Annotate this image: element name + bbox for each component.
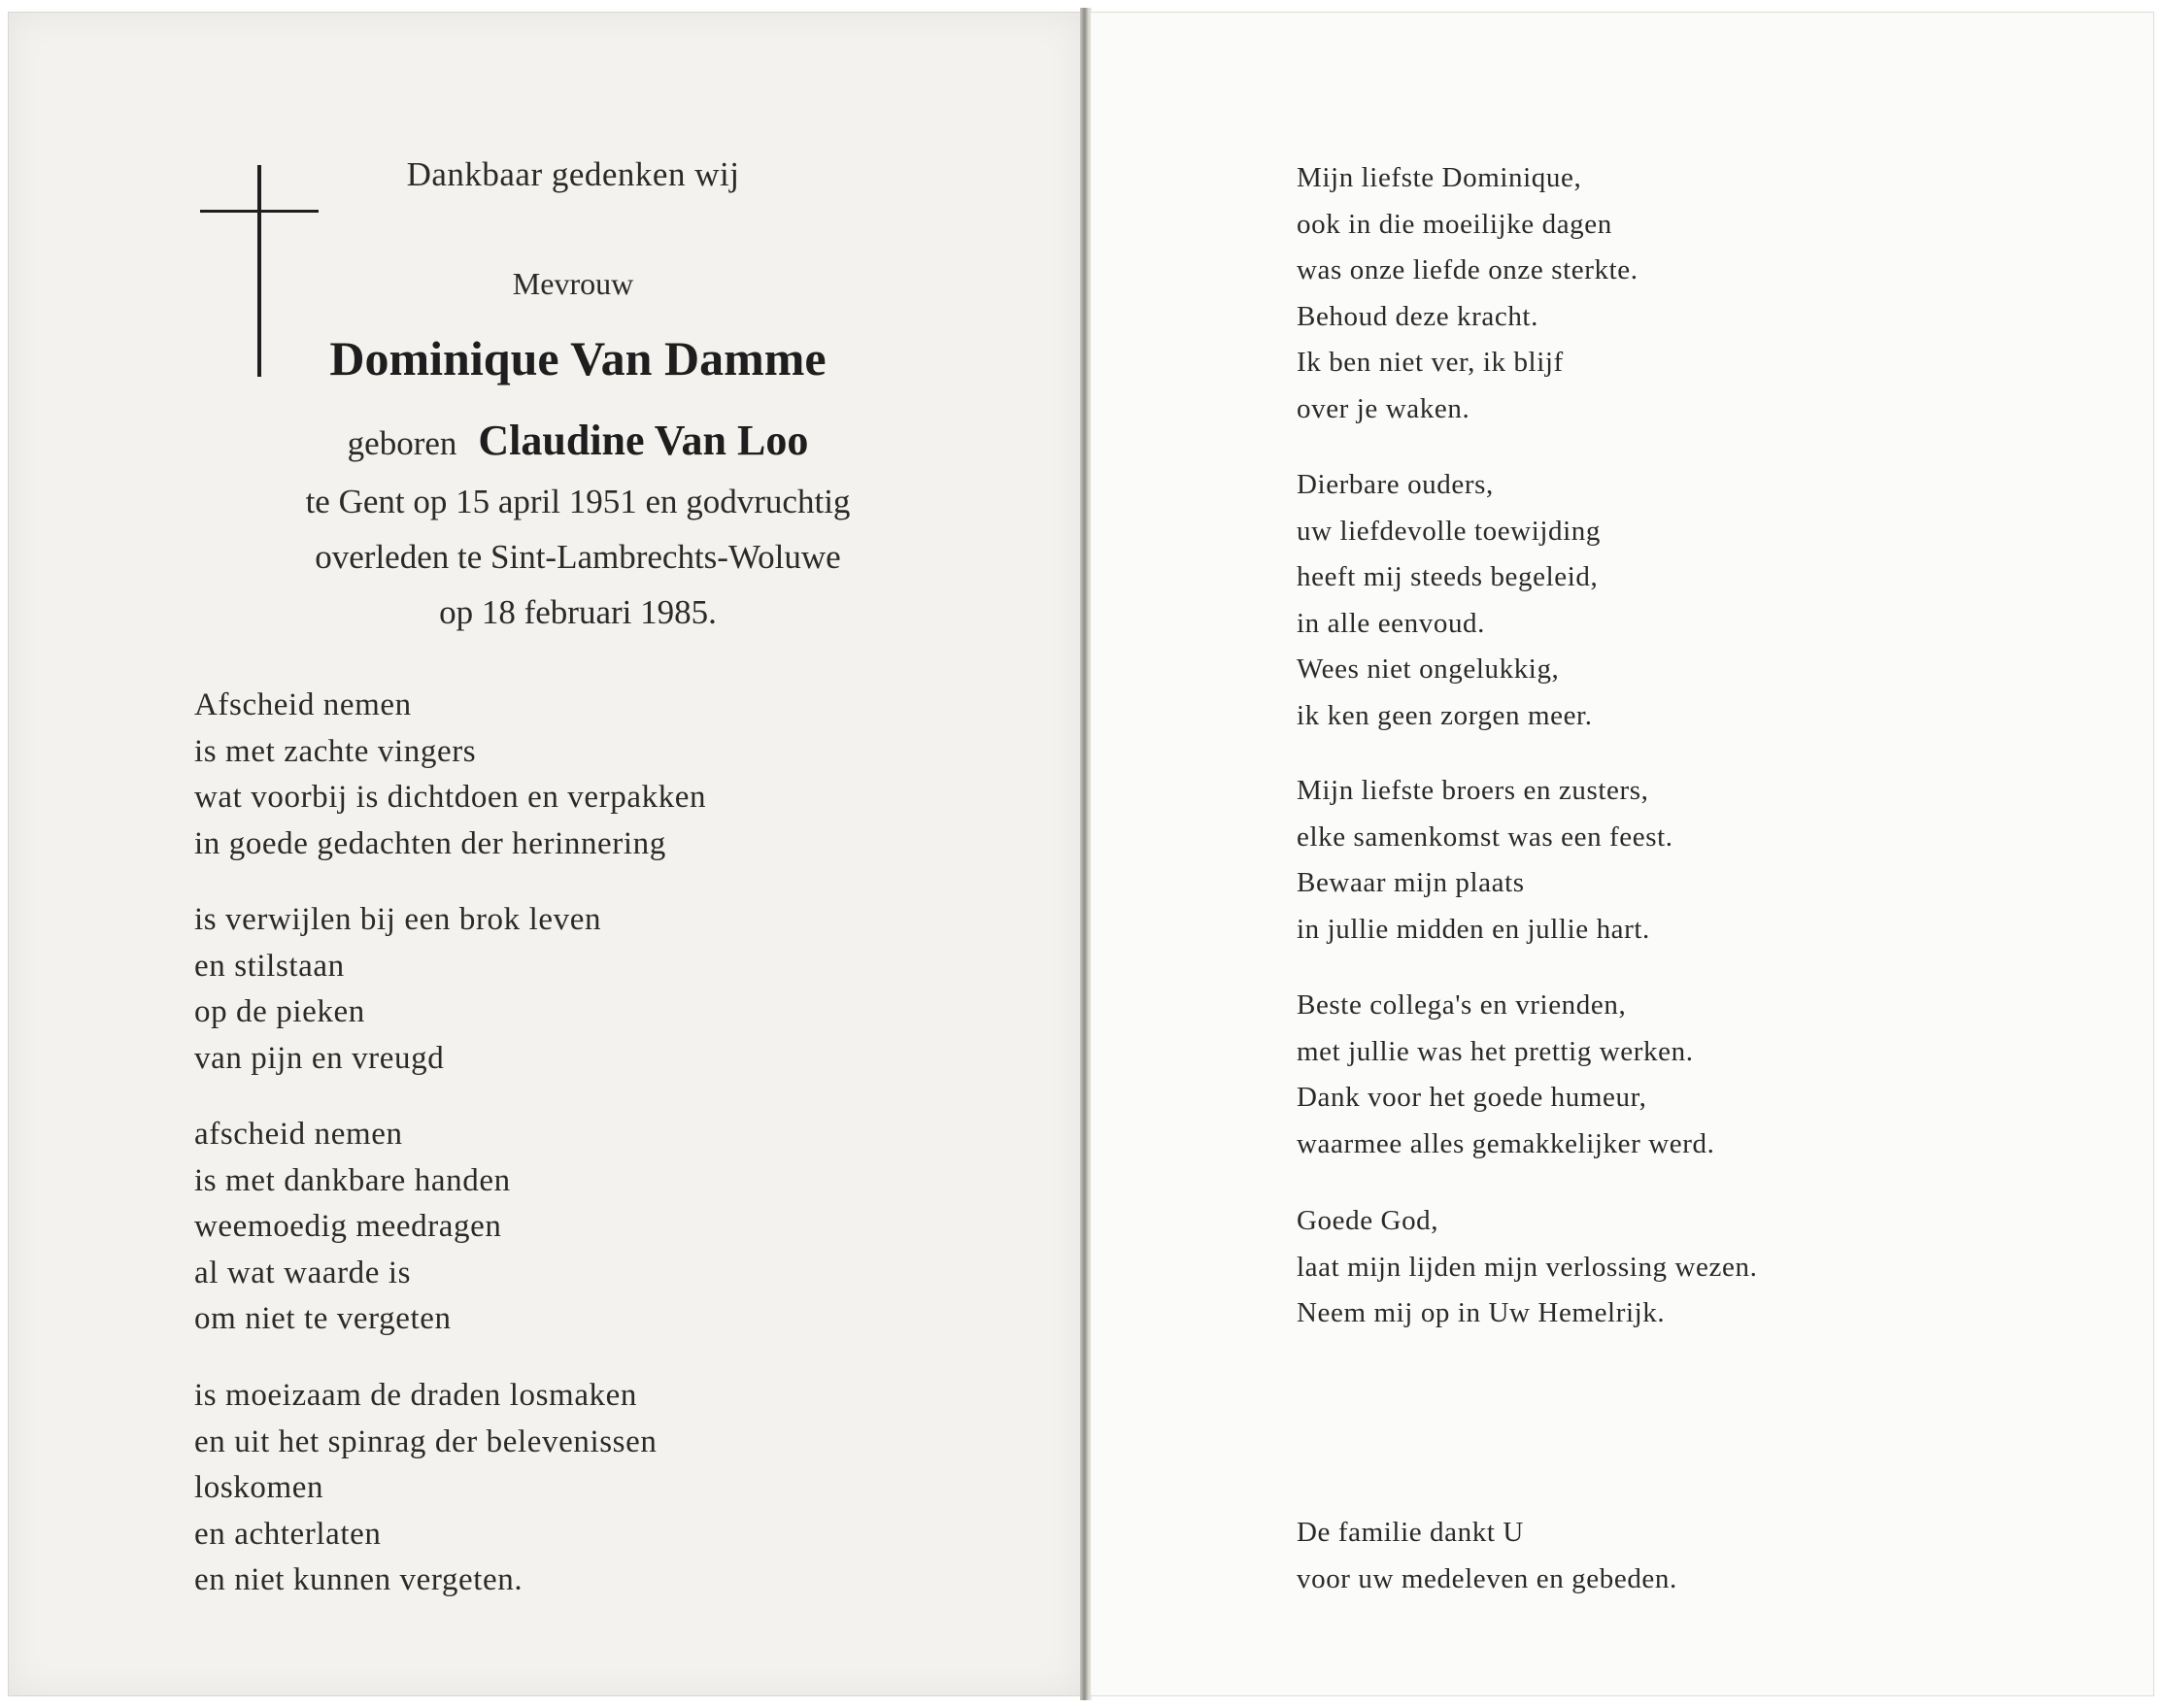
family-thanks <box>1297 1510 1677 1602</box>
deceased-name: Dominique Van Damme <box>329 331 827 385</box>
bio-line: op 18 februari 1985. <box>439 593 717 631</box>
poem-line: van pijn en vreugd <box>194 1040 445 1076</box>
born-prefix: geboren <box>347 424 457 462</box>
verse-line: Wees niet ongelukkig, <box>1297 653 1560 685</box>
verse-line: waarmee alles gemakkelijker werd. <box>1297 1127 1715 1159</box>
right-stanza-1 <box>1297 155 1638 432</box>
poem-stanza-1 <box>194 683 706 867</box>
intro-text: Dankbaar gedenken wij <box>406 155 740 193</box>
poem-line: is met dankbare handen <box>194 1162 511 1198</box>
poem-line: is moeizaam de draden losmaken <box>194 1378 638 1413</box>
verse-line: laat mijn lijden mijn verlossing wezen. <box>1297 1251 1758 1283</box>
honorific: Mevrouw <box>512 266 634 301</box>
verse-line: met jullie was het prettig werken. <box>1297 1035 1694 1067</box>
thanks-line: voor uw medeleven en gebeden. <box>1297 1562 1677 1594</box>
poem-line: afscheid nemen <box>194 1117 403 1152</box>
verse-line: Goede God, <box>1297 1205 1439 1236</box>
verse-line: was onze liefde onze sterkte. <box>1297 254 1638 285</box>
verse-line: heeft mij steeds begeleid, <box>1297 561 1599 592</box>
maiden-name: Claudine Van Loo <box>478 417 809 464</box>
right-stanza-5 <box>1297 1198 1757 1337</box>
verse-line: Behoud deze kracht. <box>1297 300 1538 332</box>
poem-stanza-3 <box>194 1112 511 1343</box>
poem-line: loskomen <box>194 1470 324 1505</box>
poem-line: op de pieken <box>194 994 365 1029</box>
poem-line: weemoedig meedragen <box>194 1209 502 1244</box>
verse-line: Ik ben niet ver, ik blijf <box>1297 347 1564 378</box>
verse-line: Mijn liefste broers en zusters, <box>1297 775 1649 806</box>
verse-line: Bewaar mijn plaats <box>1297 867 1525 898</box>
poem-line: en niet kunnen vergeten. <box>194 1562 524 1597</box>
poem-stanza-4 <box>194 1373 657 1604</box>
poem-line: om niet te vergeten <box>194 1301 452 1336</box>
birth-name-line <box>194 416 962 465</box>
verse-line: ik ken geen zorgen meer. <box>1297 699 1593 731</box>
verse-line: elke samenkomst was een feest. <box>1297 821 1673 853</box>
verse-line: uw liefdevolle toewijding <box>1297 515 1601 547</box>
right-stanza-4 <box>1297 983 1714 1167</box>
verse-line: Neem mij op in Uw Hemelrijk. <box>1297 1297 1666 1328</box>
poem-line: wat voorbij is dichtdoen en verpakken <box>194 780 707 815</box>
poem-line: is met zachte vingers <box>194 733 477 769</box>
verse-line: Mijn liefste Dominique, <box>1297 162 1582 193</box>
bio-line: overleden te Sint-Lambrechts-Woluwe <box>315 538 841 576</box>
thanks-line: De familie dankt U <box>1297 1517 1524 1548</box>
verse-line: Beste collega's en vrienden, <box>1297 989 1627 1021</box>
right-stanza-3 <box>1297 768 1673 953</box>
poem-stanza-2 <box>194 897 601 1082</box>
poem-line: en stilstaan <box>194 948 345 984</box>
verse-line: in jullie midden en jullie hart. <box>1297 913 1650 945</box>
cross-icon-horizontal <box>200 210 319 213</box>
bio-line: te Gent op 15 april 1951 en godvruchtig <box>305 483 851 520</box>
bio-text <box>194 474 962 640</box>
poem-line: en uit het spinrag der belevenissen <box>194 1423 658 1459</box>
poem-line: is verwijlen bij een brok leven <box>194 902 602 937</box>
verse-line: in alle eenvoud. <box>1297 607 1486 639</box>
verse-line: ook in die moeilijke dagen <box>1297 208 1612 240</box>
verse-line: over je waken. <box>1297 392 1470 424</box>
poem-line: en achterlaten <box>194 1516 382 1552</box>
poem-line: in goede gedachten der herinnering <box>194 825 666 861</box>
verse-line: Dierbare ouders, <box>1297 469 1494 500</box>
poem-line: al wat waarde is <box>194 1255 412 1290</box>
verse-line: Dank voor het goede humeur, <box>1297 1082 1647 1113</box>
right-stanza-2 <box>1297 462 1601 739</box>
poem-line: Afscheid nemen <box>194 687 412 722</box>
